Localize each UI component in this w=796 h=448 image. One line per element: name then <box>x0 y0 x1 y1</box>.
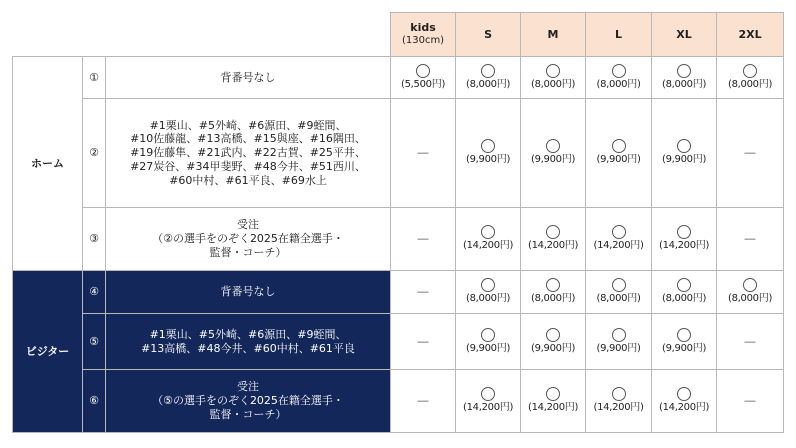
unavailable-dash-icon: ― <box>417 334 429 348</box>
availability-cell <box>717 99 784 208</box>
price-text: (14,200円) <box>658 402 710 414</box>
availability-cell <box>586 57 652 99</box>
price-text: (8,000円) <box>728 78 773 90</box>
availability-cell <box>456 57 521 99</box>
player-description <box>106 271 391 314</box>
availability-cell <box>391 314 456 370</box>
price-text: (14,200円) <box>462 402 514 414</box>
price-text: (8,000円) <box>531 78 576 90</box>
availability-cell <box>717 271 784 314</box>
description-line: #60中村、#61平良、#69水上 <box>169 173 327 187</box>
price-text: (8,000円) <box>728 293 773 305</box>
size-header-l <box>586 13 652 57</box>
player-description <box>106 314 391 370</box>
row-number-text: ⑤ <box>89 334 99 348</box>
price-text: (14,200円) <box>658 240 710 252</box>
header-row <box>13 13 784 57</box>
availability-cell <box>391 99 456 208</box>
available-circle-icon <box>612 387 626 401</box>
availability-cell <box>652 99 717 208</box>
availability-cell <box>586 314 652 370</box>
table-row <box>13 271 784 314</box>
available-circle-icon <box>677 387 691 401</box>
player-description <box>106 99 391 208</box>
availability-cell <box>521 99 586 208</box>
uniform-size-price-table <box>12 12 783 432</box>
table-row <box>13 370 784 433</box>
availability-cell <box>586 99 652 208</box>
available-circle-icon <box>546 387 560 401</box>
availability-cell <box>586 370 652 433</box>
table-row <box>13 99 784 208</box>
description-line: 背番号なし <box>220 285 276 299</box>
price-text: (8,000円) <box>466 293 511 305</box>
price-text: (9,900円) <box>466 342 511 354</box>
player-description <box>106 370 391 433</box>
available-circle-icon <box>546 225 560 239</box>
availability-cell <box>521 271 586 314</box>
row-number <box>83 208 106 271</box>
availability-cell <box>652 370 717 433</box>
price-text: (14,200円) <box>593 402 644 414</box>
description-line: 監督・コーチ） <box>209 407 287 421</box>
unavailable-dash-icon: ― <box>744 146 756 160</box>
player-description <box>106 57 391 99</box>
description-line: 背番号なし <box>220 70 276 84</box>
availability-cell <box>456 271 521 314</box>
availability-cell <box>652 57 717 99</box>
size-header-2xl <box>717 13 784 57</box>
price-text: (8,000円) <box>531 293 576 305</box>
price-text: (9,900円) <box>531 342 576 354</box>
availability-cell <box>391 57 456 99</box>
row-number-text: ① <box>89 70 99 84</box>
available-circle-icon <box>743 278 757 292</box>
availability-cell <box>717 208 784 271</box>
available-circle-icon <box>546 278 560 292</box>
description-line: （⑤の選手をのぞく2025在籍全選手・ <box>152 394 344 408</box>
description-line: #10佐藤龍、#13高橋、#15與座、#16隅田、 <box>130 132 366 146</box>
unavailable-dash-icon: ― <box>744 232 756 246</box>
price-text: (8,000円) <box>466 78 511 90</box>
row-number <box>83 57 106 99</box>
player-description <box>106 208 391 271</box>
availability-cell <box>521 208 586 271</box>
available-circle-icon <box>677 64 691 78</box>
availability-cell <box>652 271 717 314</box>
availability-cell <box>456 99 521 208</box>
price-text: (14,200円) <box>593 240 644 252</box>
available-circle-icon <box>546 139 560 153</box>
size-label: kids <box>410 21 436 35</box>
price-text: (9,900円) <box>596 342 641 354</box>
availability-cell <box>652 314 717 370</box>
group-label-text: ビジター <box>25 344 70 358</box>
table-row <box>13 57 784 99</box>
price-text: (9,900円) <box>466 154 511 166</box>
availability-cell <box>391 208 456 271</box>
row-number-text: ③ <box>89 232 99 246</box>
price-text: (9,900円) <box>596 154 641 166</box>
available-circle-icon <box>416 64 430 78</box>
available-circle-icon <box>677 139 691 153</box>
header-blank-cell <box>13 13 391 57</box>
table-row <box>13 208 784 271</box>
available-circle-icon <box>612 139 626 153</box>
description-line: #1栗山、#5外崎、#6源田、#9蛭間、 <box>149 327 347 341</box>
availability-cell <box>717 370 784 433</box>
available-circle-icon <box>481 387 495 401</box>
price-text: (9,900円) <box>662 154 707 166</box>
availability-cell <box>456 314 521 370</box>
available-circle-icon <box>481 139 495 153</box>
available-circle-icon <box>612 64 626 78</box>
row-number-text: ④ <box>89 285 99 299</box>
description-line: 監督・コーチ） <box>209 245 287 259</box>
description-line: （②の選手をのぞく2025在籍全選手・ <box>152 232 344 246</box>
unavailable-dash-icon: ― <box>417 285 429 299</box>
unavailable-dash-icon: ― <box>744 394 756 408</box>
price-text: (9,900円) <box>662 342 707 354</box>
size-label: S <box>484 27 492 41</box>
availability-cell <box>717 57 784 99</box>
size-label: XL <box>676 27 692 41</box>
availability-cell <box>521 370 586 433</box>
available-circle-icon <box>677 328 691 342</box>
price-text: (8,000円) <box>662 78 707 90</box>
unavailable-dash-icon: ― <box>417 146 429 160</box>
availability-cell <box>586 271 652 314</box>
unavailable-dash-icon: ― <box>417 394 429 408</box>
row-number-text: ⑥ <box>89 394 99 408</box>
size-header-s <box>456 13 521 57</box>
available-circle-icon <box>677 225 691 239</box>
price-text: (9,900円) <box>531 154 576 166</box>
availability-cell <box>586 208 652 271</box>
availability-cell <box>652 208 717 271</box>
description-line: #27炭谷、#34甲斐野、#48今井、#51西川、 <box>130 159 366 173</box>
row-number <box>83 99 106 208</box>
row-number-text: ② <box>89 146 99 160</box>
group-label-visitor <box>13 271 83 433</box>
size-label: M <box>547 27 559 41</box>
available-circle-icon <box>481 225 495 239</box>
available-circle-icon <box>546 328 560 342</box>
row-number <box>83 370 106 433</box>
available-circle-icon <box>612 225 626 239</box>
price-text: (14,200円) <box>527 240 579 252</box>
availability-cell <box>521 57 586 99</box>
table-row <box>13 314 784 370</box>
price-text: (8,000円) <box>596 293 641 305</box>
price-text: (5,500円) <box>401 78 446 90</box>
row-number <box>83 271 106 314</box>
availability-cell <box>717 314 784 370</box>
unavailable-dash-icon: ― <box>417 232 429 246</box>
availability-cell <box>456 370 521 433</box>
available-circle-icon <box>546 64 560 78</box>
group-label-home <box>13 57 83 271</box>
size-label: L <box>615 27 623 41</box>
availability-cell <box>456 208 521 271</box>
available-circle-icon <box>612 278 626 292</box>
availability-cell <box>391 271 456 314</box>
available-circle-icon <box>677 278 691 292</box>
description-line: #1栗山、#5外崎、#6源田、#9蛭間、 <box>149 118 347 132</box>
size-label: 2XL <box>738 27 762 41</box>
available-circle-icon <box>743 64 757 78</box>
size-header-kids <box>391 13 456 57</box>
available-circle-icon <box>481 64 495 78</box>
price-text: (8,000円) <box>596 78 641 90</box>
price-text: (8,000円) <box>662 293 707 305</box>
group-label-text: ホーム <box>31 156 64 170</box>
availability-cell <box>521 314 586 370</box>
description-line: 受注 <box>237 380 260 394</box>
price-text: (14,200円) <box>462 240 514 252</box>
available-circle-icon <box>612 328 626 342</box>
size-header-m <box>521 13 586 57</box>
description-line: #19佐藤隼、#21武内、#22古賀、#25平井、 <box>130 146 366 160</box>
available-circle-icon <box>481 328 495 342</box>
description-line: 受注 <box>237 218 260 232</box>
unavailable-dash-icon: ― <box>744 334 756 348</box>
description-line: #13高橋、#48今井、#60中村、#61平良 <box>141 341 355 355</box>
available-circle-icon <box>481 278 495 292</box>
price-text: (14,200円) <box>527 402 579 414</box>
row-number <box>83 314 106 370</box>
size-header-xl <box>652 13 717 57</box>
size-sublabel: (130cm) <box>401 35 445 47</box>
availability-cell <box>391 370 456 433</box>
